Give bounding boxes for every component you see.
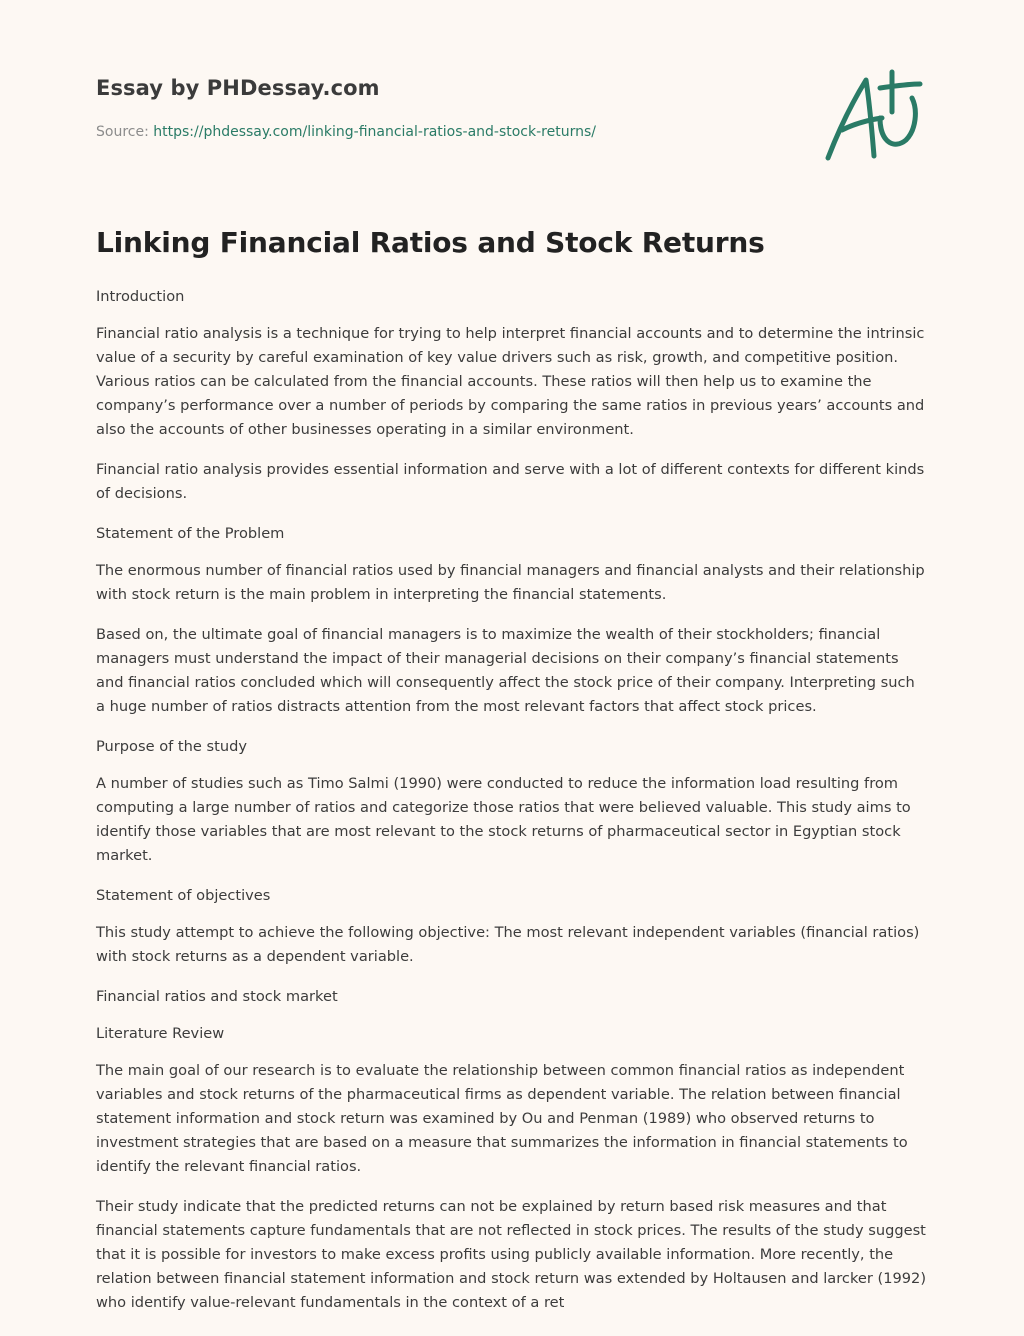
section-heading: Statement of objectives <box>96 887 271 904</box>
a-plus-grade-icon <box>820 66 928 166</box>
essay-body <box>96 285 928 1331</box>
essay-title: Linking Financial Ratios and Stock Returns <box>96 226 765 259</box>
source-link[interactable]: https://phdessay.com/linking-financial-ratios-and-stock-returns/ <box>153 124 596 140</box>
section-heading: Financial ratios and stock market <box>96 988 338 1005</box>
section-heading: Statement of the Problem <box>96 525 285 542</box>
paragraph: Financial ratio analysis provides essential information and serve with a lot of different contexts for different kinds of decisions. <box>96 461 925 502</box>
paragraph: Their study indicate that the predicted returns can not be explained by return based risk measures and that financial statements capture fundamentals that are not reflected in stock prices. The results of the study suggest that it is possible for investors to make excess profits using publicly available information. More recently, the relation between financial statement information and stock return was extended by Holtausen and larcker (1992) who identify value-relevant fundamentals in the context of a ret <box>96 1198 927 1311</box>
section-heading: Literature Review <box>96 1025 225 1042</box>
paragraph: Financial ratio analysis is a technique for trying to help interpret financial accounts and to determine the intrinsic value of a security by careful examination of key value drivers such as risk, growth, and competitive position. Various ratios can be calculated from the financial accounts. These ratios will then help us to examine the company’s performance over a number of periods by comparing the same ratios in previous years’ accounts and also the accounts of other businesses operating in a similar environment. <box>96 325 925 438</box>
source-label: Source: <box>96 124 154 140</box>
site-brand: Essay by PHDessay.com <box>96 76 380 100</box>
source-line <box>96 124 596 140</box>
section-heading: Purpose of the study <box>96 738 247 755</box>
paragraph: Based on, the ultimate goal of financial managers is to maximize the wealth of their stockholders; financial managers must understand the impact of their managerial decisions on their company’s financial statements and financial ratios concluded which will consequently affect the stock price of their company. Interpreting such a huge number of ratios distracts attention from the most relevant factors that affect stock prices. <box>96 626 915 715</box>
paragraph: The main goal of our research is to evaluate the relationship between common financial ratios as independent variables and stock returns of the pharmaceutical firms as dependent variable. The relation between financial statement information and stock return was examined by Ou and Penman (1989) who observed returns to investment strategies that are based on a measure that summarizes the information in financial statements to identify the relevant financial ratios. <box>96 1062 908 1175</box>
section-heading: Introduction <box>96 288 185 305</box>
paragraph: The enormous number of financial ratios used by financial managers and financial analysts and their relationship with stock return is the main problem in interpreting the financial statements. <box>96 562 925 603</box>
paragraph: A number of studies such as Timo Salmi (1990) were conducted to reduce the information load resulting from computing a large number of ratios and categorize those ratios that were believed valuable. This study aims to identify those variables that are most relevant to the stock returns of pharmaceutical sector in Egyptian stock market. <box>96 775 911 864</box>
paragraph: This study attempt to achieve the following objective: The most relevant independent variables (financial ratios) with stock returns as a dependent variable. <box>96 924 920 965</box>
